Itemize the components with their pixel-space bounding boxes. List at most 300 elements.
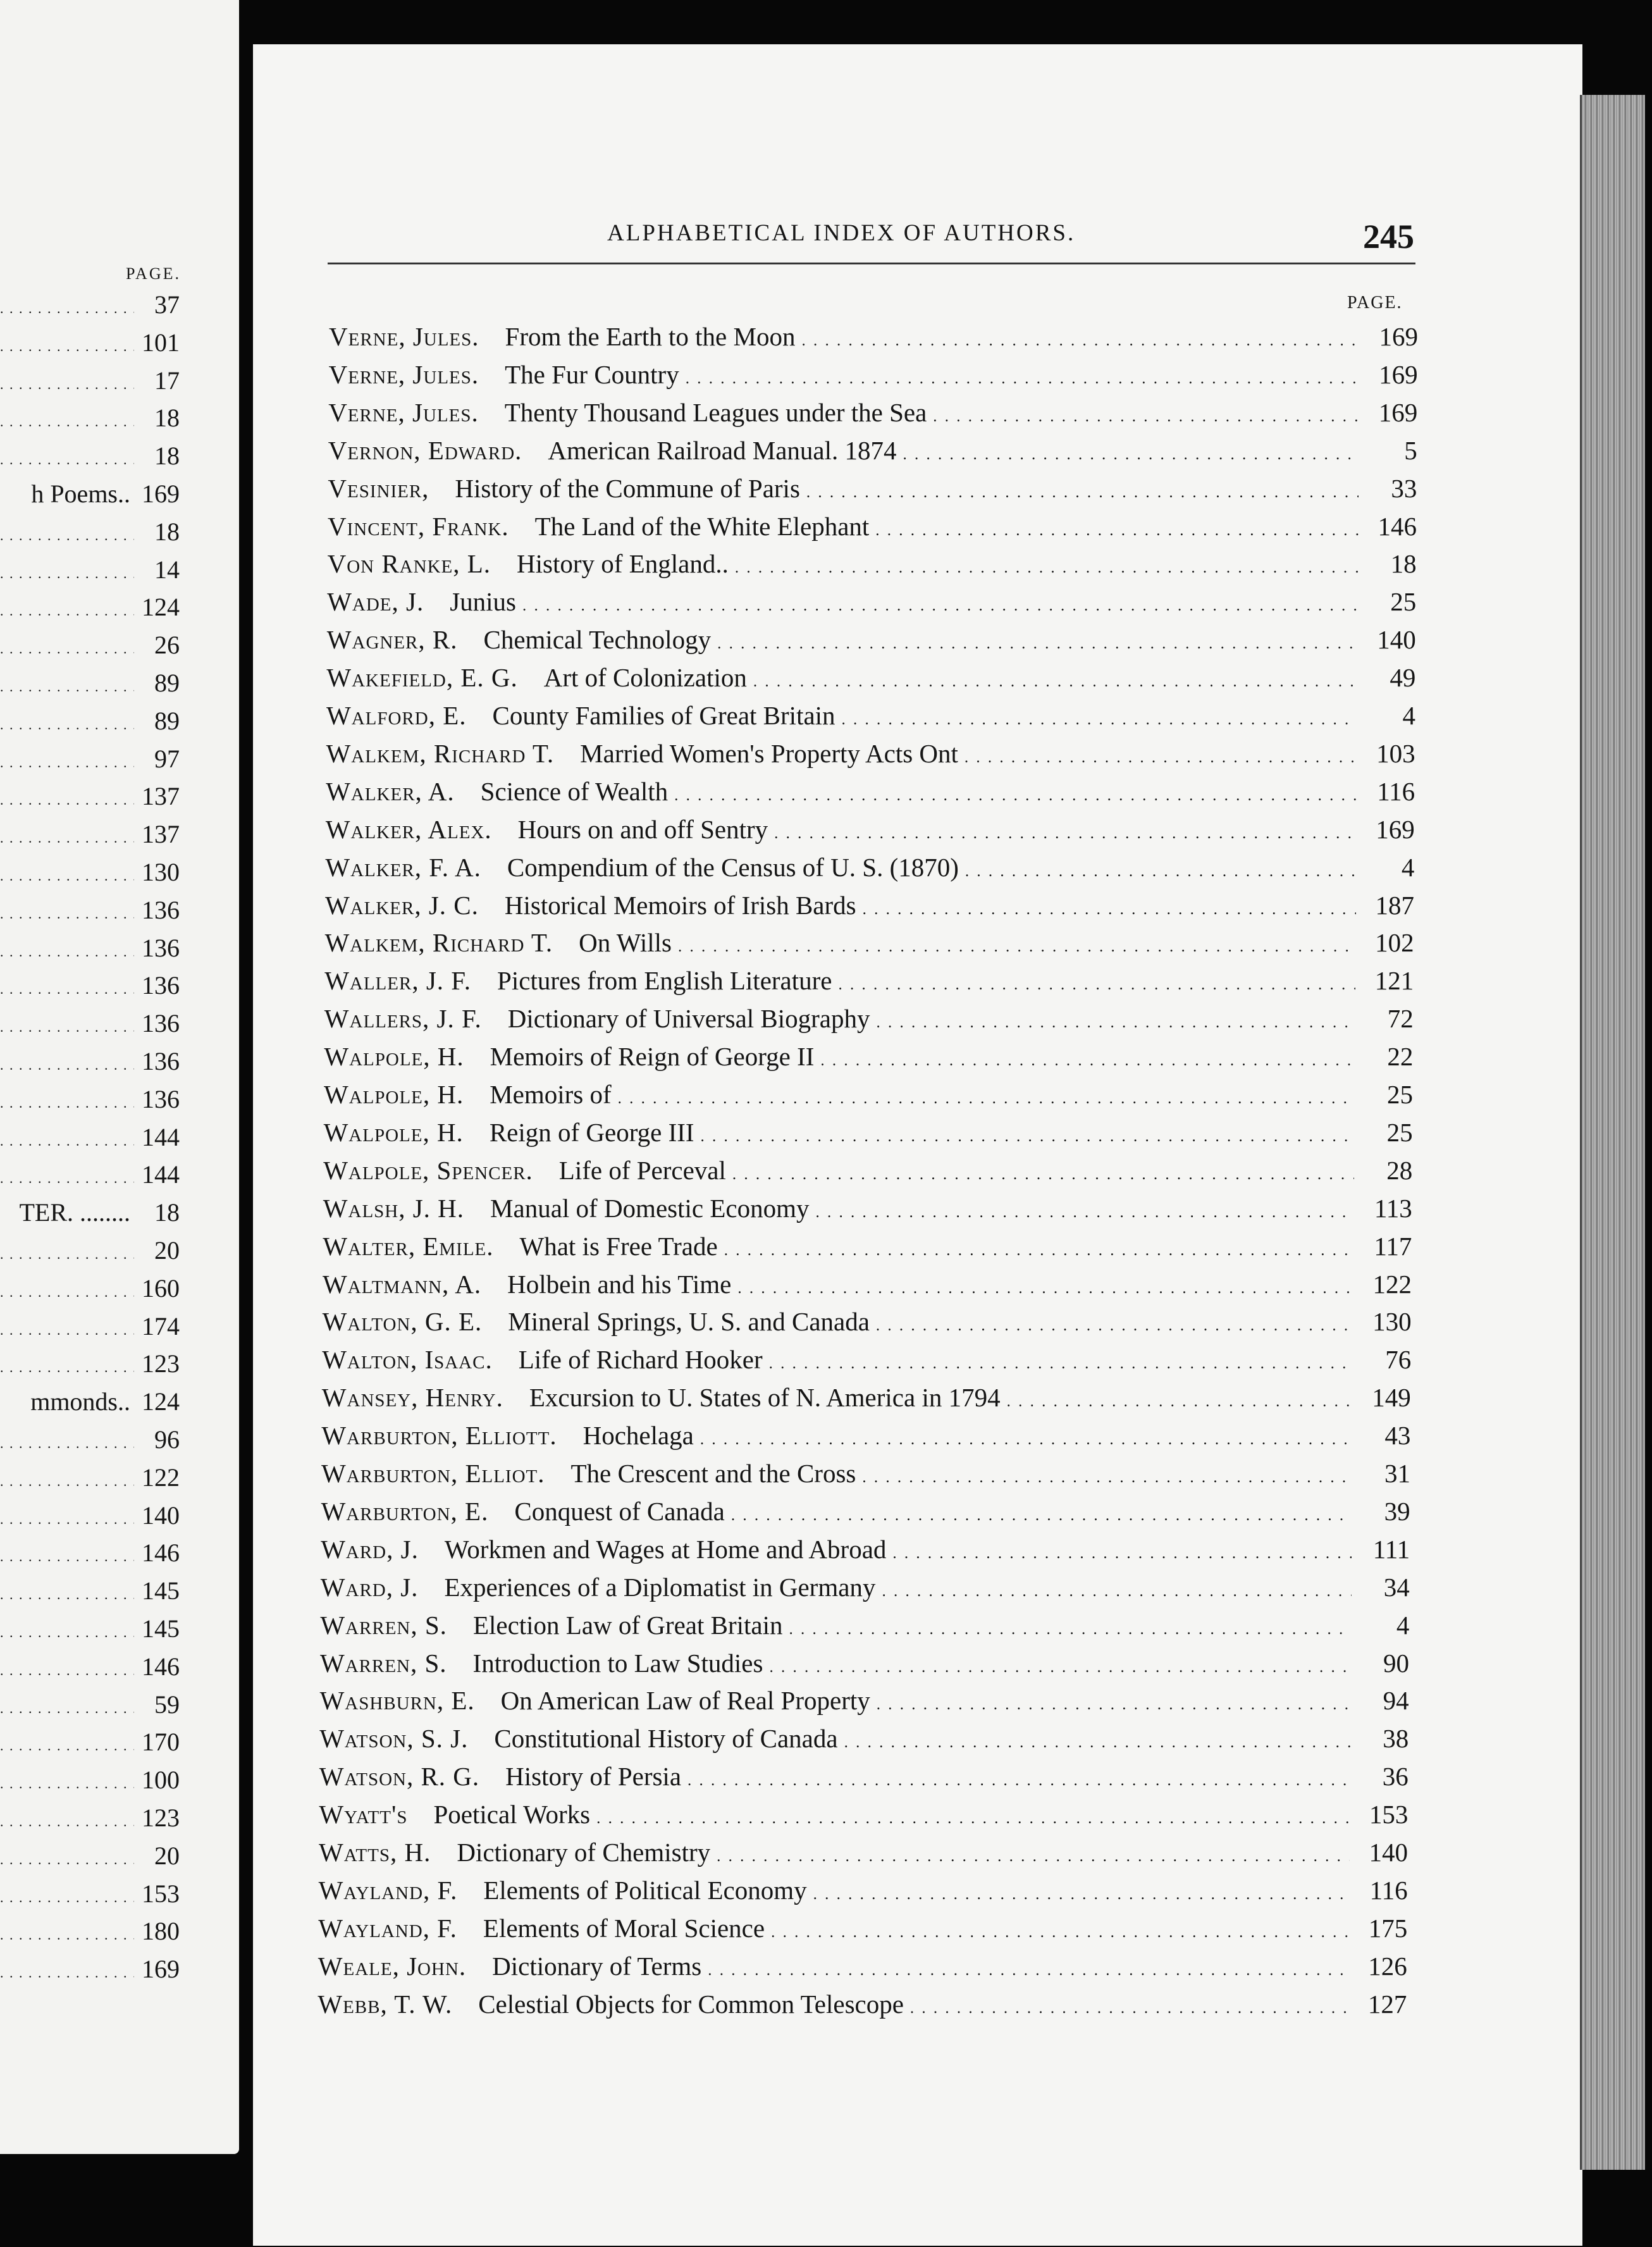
left-page-column-header: PAGE. [125,264,181,283]
left-row-page: 170 [142,1728,180,1757]
dot-leader [769,1659,1351,1676]
index-row [323,1231,1412,1266]
index-row [323,1306,1412,1342]
left-row-fragment [0,895,134,925]
index-entry [319,1837,710,1867]
page-reference: 4 [1402,701,1415,730]
dot-leader [965,863,1356,881]
left-row-page: 169 [142,480,180,508]
left-row-fragment [0,290,134,319]
author-name: Walkem, Richard T. [324,928,553,958]
left-page [0,0,239,2154]
index-row [328,511,1417,547]
page-reference: 94 [1383,1686,1409,1716]
index-row [322,1344,1411,1380]
book-title: The Land of the White Elephant [534,511,870,541]
author-name: Wayland, F. [318,1875,458,1905]
page-reference: 116 [1377,776,1415,806]
left-row-fragment [0,781,134,811]
index-entry [323,1306,870,1337]
author-name: Waller, J. F. [324,966,472,996]
page-reference: 187 [1375,890,1414,920]
left-row-fragment [0,1084,134,1114]
index-entry [325,890,856,920]
dot-leader [708,1962,1349,1979]
dot-leader [862,1469,1352,1487]
index-entry [320,1648,763,1678]
author-name: Warren, S. [320,1648,447,1678]
left-row-page: 89 [154,669,180,697]
left-row-page: 136 [142,1047,180,1075]
dot-leader [686,370,1360,388]
page-reference: 25 [1386,1117,1413,1147]
page-reference: 116 [1369,1875,1408,1905]
index-entry [326,700,835,731]
left-index-row [0,1273,180,1305]
dot-leader [965,749,1357,767]
index-row [319,1723,1409,1759]
author-name: Wakefield, E. G. [326,663,518,693]
index-entry [327,624,711,655]
left-row-fragment [0,1273,134,1303]
left-row-page: 136 [142,1084,180,1113]
page-reference: 126 [1368,1951,1407,1981]
left-row-page: 144 [142,1160,180,1189]
index-entry [319,1799,590,1829]
dot-leader [700,1431,1353,1449]
page-reference: 39 [1384,1496,1410,1526]
left-row-fragment [0,1349,134,1378]
page-reference: 4 [1396,1610,1410,1640]
left-index-row [0,1614,180,1645]
author-name: Watson, R. G. [319,1762,480,1792]
index-entry [321,1496,725,1526]
left-index-row [0,744,180,776]
page-reference: 175 [1368,1913,1408,1943]
index-row [322,1382,1411,1418]
left-row-page: 14 [154,555,180,584]
left-index-row [0,933,180,965]
index-entry [323,1155,726,1185]
left-row-page: 101 [142,328,180,357]
author-name: Walpole, Spencer. [323,1155,533,1185]
left-row-fragment [0,1576,134,1606]
left-row-page: 145 [142,1614,180,1643]
index-row [329,321,1418,357]
page-reference: 169 [1379,322,1418,351]
page-reference: 36 [1382,1762,1409,1792]
left-index-row [0,668,180,700]
book-title: History of England.. [517,549,729,579]
index-entry [327,586,516,617]
dot-leader [771,1924,1349,1941]
left-row-fragment [0,1916,134,1946]
left-index-row [0,592,180,624]
index-row [324,965,1414,1001]
left-index-row [0,1084,180,1116]
index-row [328,397,1417,433]
book-title: Married Women's Property Acts Ont [580,738,958,768]
page-reference: 140 [1369,1838,1408,1867]
dot-leader [769,1355,1353,1373]
dot-leader [678,938,1356,956]
dot-leader [892,1545,1352,1563]
book-title: Life of Perceval [558,1155,726,1185]
page-reference: 34 [1383,1572,1410,1602]
index-entry [328,397,927,428]
left-row-fragment [0,1235,134,1265]
page-column-header: PAGE. [1347,293,1403,313]
author-name: Wallers, J. F. [324,1004,482,1034]
index-entry [325,852,959,882]
left-index-row [0,1690,180,1721]
book-title: Manual of Domestic Economy [490,1193,810,1223]
index-entry [321,1420,694,1451]
page-reference: 43 [1384,1421,1411,1451]
author-name: Walton, Isaac. [322,1345,493,1375]
index-entry [321,1534,886,1564]
left-row-page: 144 [142,1122,180,1151]
left-row-page: 140 [142,1501,180,1530]
dot-leader [844,1734,1351,1752]
left-row-fragment [0,1501,134,1530]
page-reference: 76 [1385,1345,1412,1375]
dot-leader [717,635,1358,653]
left-row-page: 20 [154,1841,180,1870]
left-row-page: 20 [154,1236,180,1265]
index-row [321,1534,1410,1569]
left-row-page: 123 [142,1804,180,1832]
index-entry [318,1951,701,1981]
left-row-fragment [0,1954,134,1984]
left-index-row [0,706,180,738]
book-title: Dictionary of Chemistry [457,1838,711,1867]
left-row-page: 18 [154,1198,180,1227]
author-name: Warburton, Elliott. [321,1421,557,1451]
left-index-row [0,441,180,473]
author-name: Wagner, R. [326,625,458,655]
index-row [323,1269,1412,1304]
page-reference: 127 [1367,1989,1407,2019]
left-row-page: 122 [142,1463,180,1492]
page-reference: 103 [1376,738,1415,768]
left-row-page: 146 [142,1652,180,1681]
left-row-fragment [0,1614,134,1643]
index-row [317,1989,1407,2024]
page-reference: 90 [1383,1648,1409,1678]
dot-leader [875,522,1359,540]
index-row [321,1572,1410,1607]
left-row-fragment [0,1463,134,1492]
index-row [324,1117,1413,1153]
index-row [323,1193,1412,1229]
book-title: Memoirs of [490,1080,612,1109]
left-index-row [0,1008,180,1040]
index-entry [322,1344,762,1375]
dot-leader [910,2000,1348,2017]
page-reference: 72 [1387,1004,1414,1034]
page-reference: 31 [1384,1459,1410,1488]
left-row-fragment [0,668,134,698]
page-reference: 111 [1372,1534,1410,1564]
left-row-fragment [0,1008,134,1038]
dot-leader [687,1772,1350,1790]
index-row [318,1913,1407,1948]
index-row [324,1079,1413,1115]
index-row [321,1420,1410,1456]
dot-leader [774,825,1357,843]
dot-leader [596,1810,1350,1828]
left-row-page: 130 [142,858,180,886]
left-row-fragment [0,366,134,395]
left-row-fragment [0,517,134,547]
author-name: Walpole, H. [324,1042,464,1072]
author-name: Weale, John. [317,1951,467,1981]
left-index-row [0,1727,180,1759]
book-title: Mineral Springs, U. S. and Canada [508,1307,870,1337]
left-index-row [0,290,180,321]
left-row-page: 26 [154,631,180,660]
left-row-page: 97 [154,744,180,773]
left-row-page: 180 [142,1917,180,1946]
author-name: Wade, J. [327,587,424,617]
book-title: Life of Richard Hooker [518,1345,763,1375]
page-reference: 149 [1372,1383,1411,1413]
left-index-row [0,366,180,397]
left-index-row [0,781,180,813]
author-name: Vesinier, [328,473,429,503]
dot-leader [876,1317,1353,1335]
page-reference: 5 [1404,435,1417,465]
author-name: Walpole, H. [324,1080,464,1109]
left-row-fragment [0,1311,134,1341]
left-row-page: 100 [142,1766,180,1795]
left-row-fragment [0,441,134,471]
left-row-fragment [0,1765,134,1795]
left-index-row [0,1538,180,1569]
index-row [326,700,1415,736]
index-entry [321,1458,856,1489]
page-reference: 4 [1401,852,1415,882]
left-index-row [0,1652,180,1683]
book-title: History of the Commune of Paris [455,473,800,503]
left-row-fragment [0,706,134,736]
left-row-fragment [0,403,134,433]
book-title: Excursion to U. States of N. America in 1794 [529,1383,1001,1413]
left-index-row [0,1425,180,1456]
index-row [327,586,1416,622]
book-title: Conquest of Canada [514,1496,725,1526]
author-name: Walkem, Richard T. [326,738,555,768]
book-title: Reign of George III [489,1117,694,1147]
dot-leader [522,597,1358,615]
page-reference: 169 [1378,397,1418,427]
left-index-row [0,1311,180,1343]
book-title: Elements of Political Economy [483,1875,807,1905]
index-entry [328,511,869,542]
book-title: Dictionary of Universal Biography [507,1004,870,1034]
left-row-fragment: mmonds.. [30,1387,130,1416]
author-name: Warburton, Elliot. [321,1459,545,1488]
author-name: Verne, Jules. [328,397,479,427]
book-title: Poetical Works [433,1800,591,1829]
index-entry [323,1269,731,1299]
page-number: 245 [1363,218,1414,256]
book-title: Constitutional History of Canada [494,1724,838,1754]
left-row-page: 18 [154,404,180,433]
author-name: Watson, S. J. [319,1724,469,1754]
dot-leader [815,1204,1353,1222]
left-index-row [0,328,180,359]
left-row-fragment: h Poems.. [31,480,130,508]
page-reference: 122 [1372,1269,1412,1299]
left-row-fragment [0,328,134,357]
index-entry [329,321,795,352]
author-name: Warren, S. [320,1610,447,1640]
book-title: Election Law of Great Britain [472,1610,783,1640]
left-row-page: 136 [142,971,180,1000]
author-name: Verne, Jules. [328,359,479,389]
dot-leader [882,1583,1351,1600]
index-entry [324,1041,814,1072]
author-name: Verne, Jules. [329,322,479,351]
index-row [319,1875,1408,1910]
dot-leader [674,787,1357,805]
author-name: Wyatt's [319,1800,408,1829]
left-index-row [0,1954,180,1986]
left-row-page: 124 [142,1387,180,1416]
book-page-edge [1580,95,1645,2170]
index-entry [323,1231,717,1261]
left-row-page: 136 [142,1009,180,1038]
index-entry [329,359,679,390]
left-index-row [0,819,180,851]
book-title: Chemical Technology [483,625,712,655]
index-row [319,1761,1409,1797]
index-row [325,890,1414,925]
index-row [320,1610,1409,1645]
dot-leader [753,673,1358,691]
book-title: Science of Wealth [480,776,669,806]
index-entry [326,814,768,845]
left-row-fragment [0,555,134,585]
book-title: The Crescent and the Cross [570,1459,856,1488]
left-row-fragment [0,1046,134,1076]
page-reference: 130 [1372,1307,1412,1337]
index-entry [324,965,832,996]
dot-leader [838,976,1355,994]
page-reference: 49 [1390,663,1416,693]
dot-leader [813,1886,1350,1903]
dot-leader [1007,1393,1353,1411]
left-row-page: 136 [142,933,180,962]
index-row [328,435,1417,471]
page-reference: 25 [1387,1080,1413,1109]
left-row-page: 136 [142,895,180,924]
author-name: Warburton, E. [321,1496,489,1526]
author-name: Walpole, H. [323,1117,464,1147]
left-index-row [0,857,180,889]
index-row [321,1496,1410,1532]
dot-leader [789,1621,1351,1638]
page-reference: 18 [1390,549,1417,579]
index-entry [324,1003,870,1034]
page-reference: 113 [1374,1193,1412,1223]
book-title: On Wills [579,928,672,958]
left-row-page: 174 [142,1311,180,1340]
index-entry [322,1382,1001,1413]
author-name: Walker, Alex. [325,814,492,844]
left-index-row [0,1463,180,1494]
book-title: History of Persia [505,1762,682,1792]
left-index-row [0,555,180,586]
dot-leader [842,711,1357,729]
dot-leader [863,901,1356,919]
page-reference: 169 [1376,814,1415,844]
book-title: On American Law of Real Property [500,1686,870,1716]
index-row [324,1003,1414,1039]
index-entry [320,1685,870,1716]
index-entry [324,1117,694,1148]
left-index-row [0,1879,180,1910]
book-title: Hours on and off Sentry [517,814,768,844]
left-index-row [0,1916,180,1948]
left-index-row [0,1576,180,1607]
page-reference: 22 [1387,1042,1414,1072]
left-index-row [0,517,180,548]
book-title: Hochelaga [583,1421,694,1451]
left-row-page: 89 [154,706,180,735]
author-name: Waltmann, A. [323,1269,482,1299]
page-reference: 153 [1369,1800,1409,1829]
left-index-row [0,1803,180,1835]
index-entry [319,1723,837,1754]
index-entry [326,738,958,769]
book-title: What is Free Trade [519,1231,718,1261]
dot-leader [877,1696,1351,1714]
index-entry [318,1913,765,1943]
index-row [326,814,1415,850]
book-title: Introduction to Law Studies [472,1648,763,1678]
left-row-fragment [0,592,134,622]
left-index-row [0,1046,180,1078]
left-row-fragment [0,1538,134,1568]
left-row-fragment [0,1425,134,1454]
left-index-row [0,1387,180,1418]
page-reference: 33 [1391,473,1417,503]
book-title: Pictures from English Literature [497,966,832,996]
author-name: Ward, J. [320,1572,419,1602]
dot-leader [933,408,1359,426]
left-row-page: 146 [142,1538,180,1568]
page-reference: 121 [1374,966,1414,996]
author-name: Walker, A. [326,776,455,806]
book-title: American Railroad Manual. 1874 [548,435,897,465]
dot-leader [732,1166,1354,1184]
left-row-page: 37 [154,290,180,319]
left-row-page: 18 [154,442,180,471]
left-row-page: 153 [142,1879,180,1908]
header-rule [328,263,1415,264]
book-title: Dictionary of Terms [492,1951,702,1981]
left-row-fragment [0,1879,134,1909]
book-title: Celestial Objects for Common Telescope [478,1989,904,2019]
left-index-row [0,1198,180,1229]
left-row-fragment [0,1690,134,1719]
author-name: Walsh, J. H. [323,1193,465,1223]
book-title: Memoirs of Reign of George II [490,1042,815,1072]
left-index-row [0,479,180,511]
